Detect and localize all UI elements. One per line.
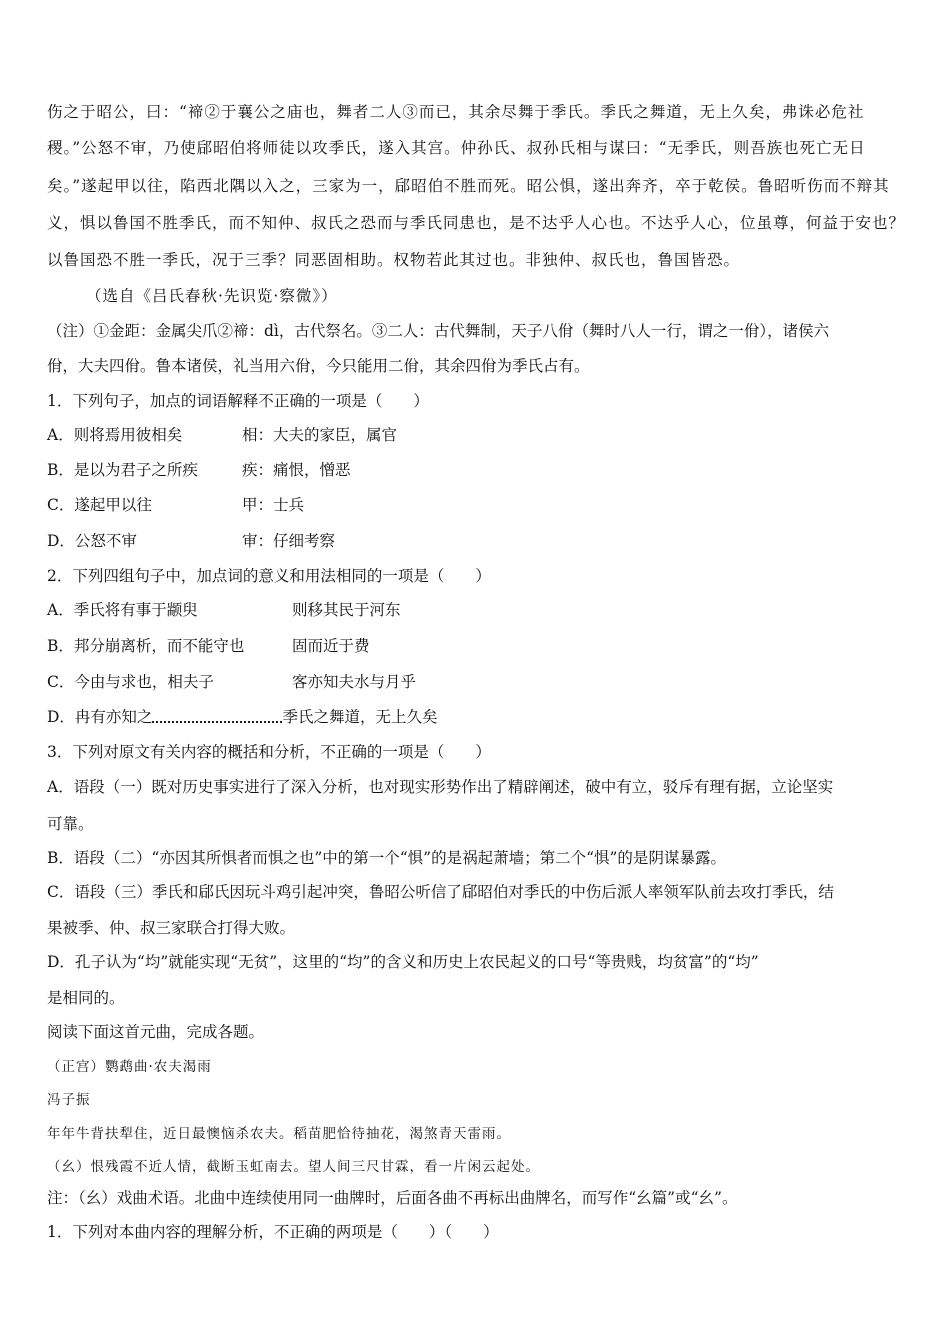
annotation-line: 佾，大夫四佾。鲁本诸侯，礼当用六佾，今只能用二佾，其余四佾为季氏占有。 [47,357,590,375]
q1-option-a-text: A．则将焉用彼相矣 [47,426,183,444]
q1-option-a-gloss: 相：大夫的家臣，属官 [242,426,398,444]
question-3-stem: 3．下列对原文有关内容的概括和分析，不正确的一项是（ ） [47,743,491,761]
q1-option-d[interactable] [47,531,335,551]
q2-option-d[interactable] [47,707,437,727]
poem-question-1: 1．下列对本曲内容的理解分析，不正确的两项是（ ）（ ） [47,1223,499,1241]
q2-option-c-gloss: 客亦知夫水与月乎 [292,673,417,691]
q1-option-b[interactable] [47,460,351,480]
q2-option-d-text: D．冉有亦知之 [47,708,153,726]
passage-line: 矣。”遂起甲以往，陷西北隅以入之，三家为一，郈昭伯不胜而死。昭公惧，遂出奔齐，卒于乾侯。鲁昭听伤而不辩其 [47,177,890,195]
q3-option-a[interactable]: A．语段（一）既对历史事实进行了深入分析，也对现实形势作出了精辟阐述，破中有立，驳斥有理有据，立论坚实 [47,778,834,796]
passage-line: 伤之于昭公，曰：“禘②于襄公之庙也，舞者二人③而已，其余尽舞于季氏。季氏之舞道，无上久矣，弗诛必危社 [47,103,865,121]
poem-intro: 阅读下面这首元曲，完成各题。 [47,1023,265,1041]
poem-note: 注：（幺）戏曲术语。北曲中连续使用同一曲牌时，后面各曲不再标出曲牌名，而写作“幺篇”或“幺”。 [47,1189,738,1207]
q1-option-c-gloss: 甲：士兵 [242,496,305,514]
q2-option-a[interactable] [47,600,401,620]
question-2-stem: 2．下列四组句子中，加点词的意义和用法相同的一项是（ ） [47,567,491,585]
q1-option-b-text: B．是以为君子之所疾 [47,461,198,479]
q1-option-d-text: D．公怒不审 [47,532,137,550]
q1-option-d-gloss: 审：仔细考察 [242,532,336,550]
q2-option-a-gloss: 则移其民于河东 [292,601,401,619]
q2-option-c[interactable] [47,672,416,692]
q3-option-b[interactable]: B．语段（二）“亦因其所惧者而惧之也”中的第一个“惧”的是祸起萧墙；第二个“惧”的是阴谋暴露。 [47,849,726,867]
passage-line: 义，惧以鲁国不胜季氏，而不知仲、叔氏之恐而与季氏同患也，是不达乎人心也。不达乎人心，位虽尊，何益于安也？ [47,214,906,232]
passage-line: 以鲁国恐不胜一季氏，况于三季？同恶固相助。权物若此其过也。非独仲、叔氏也，鲁国皆恐。 [47,251,741,269]
annotation-line: （注）①金距：金属尖爪②禘：dì，古代祭名。③二人：古代舞制，天子八佾（舞时八人一行，谓之一佾），诸侯六 [47,322,830,340]
passage-line: 稷。”公怒不审，乃使郈昭伯将师徒以攻季氏，遂入其宫。仲孙氏、叔孙氏相与谋曰：“无季氏，则吾族也死亡无日 [47,139,866,157]
poem-line: 年年牛背扶犁住，近日最懊恼杀农夫。稻苗肥恰待抽花，渴煞青天雷雨。 [47,1126,511,1142]
q2-option-b-text: B．邦分崩离析，而不能守也 [47,637,245,655]
emphasis-dots [152,713,282,723]
question-1-stem: 1．下列句子，加点的词语解释不正确的一项是（ ） [47,392,429,410]
q1-option-a[interactable] [47,425,397,445]
q3-option-c[interactable]: C．语段（三）季氏和郈氏因玩斗鸡引起冲突，鲁昭公听信了郈昭伯对季氏的中伤后派人率领军队前去攻打季氏，结 [47,883,834,901]
passage-source: （选自《吕氏春秋·先识览·察微》） [86,287,338,305]
q2-option-b-gloss: 固而近于费 [292,637,370,655]
q2-option-b[interactable] [47,636,370,656]
q1-option-c-text: C．遂起甲以往 [47,496,152,514]
poem-author: 冯子振 [47,1092,91,1108]
q3-option-d-cont: 是相同的。 [47,989,125,1007]
q1-option-c[interactable] [47,495,304,515]
q2-option-c-text: C．今由与求也，相夫子 [47,673,214,691]
q2-option-d-gloss: 季氏之舞道，无上久矣 [282,708,438,726]
q3-option-a-cont: 可靠。 [47,815,94,833]
q3-option-d[interactable]: D．孔子认为“均”就能实现“无贫”，这里的“均”的含义和历史上农民起义的口号“等贵贱，均贫富”的“均” [47,953,759,971]
q2-option-a-text: A．季氏将有事于颛臾 [47,601,198,619]
poem-line: （幺）恨残霞不近人情，截断玉虹南去。望人间三尺甘霖，看一片闲云起处。 [47,1159,540,1175]
q1-option-b-gloss: 疾：痛恨，憎恶 [242,461,351,479]
poem-title: （正宫）鹦鹉曲·农夫渴雨 [47,1059,212,1075]
q3-option-c-cont: 果被季、仲、叔三家联合打得大败。 [47,919,296,937]
